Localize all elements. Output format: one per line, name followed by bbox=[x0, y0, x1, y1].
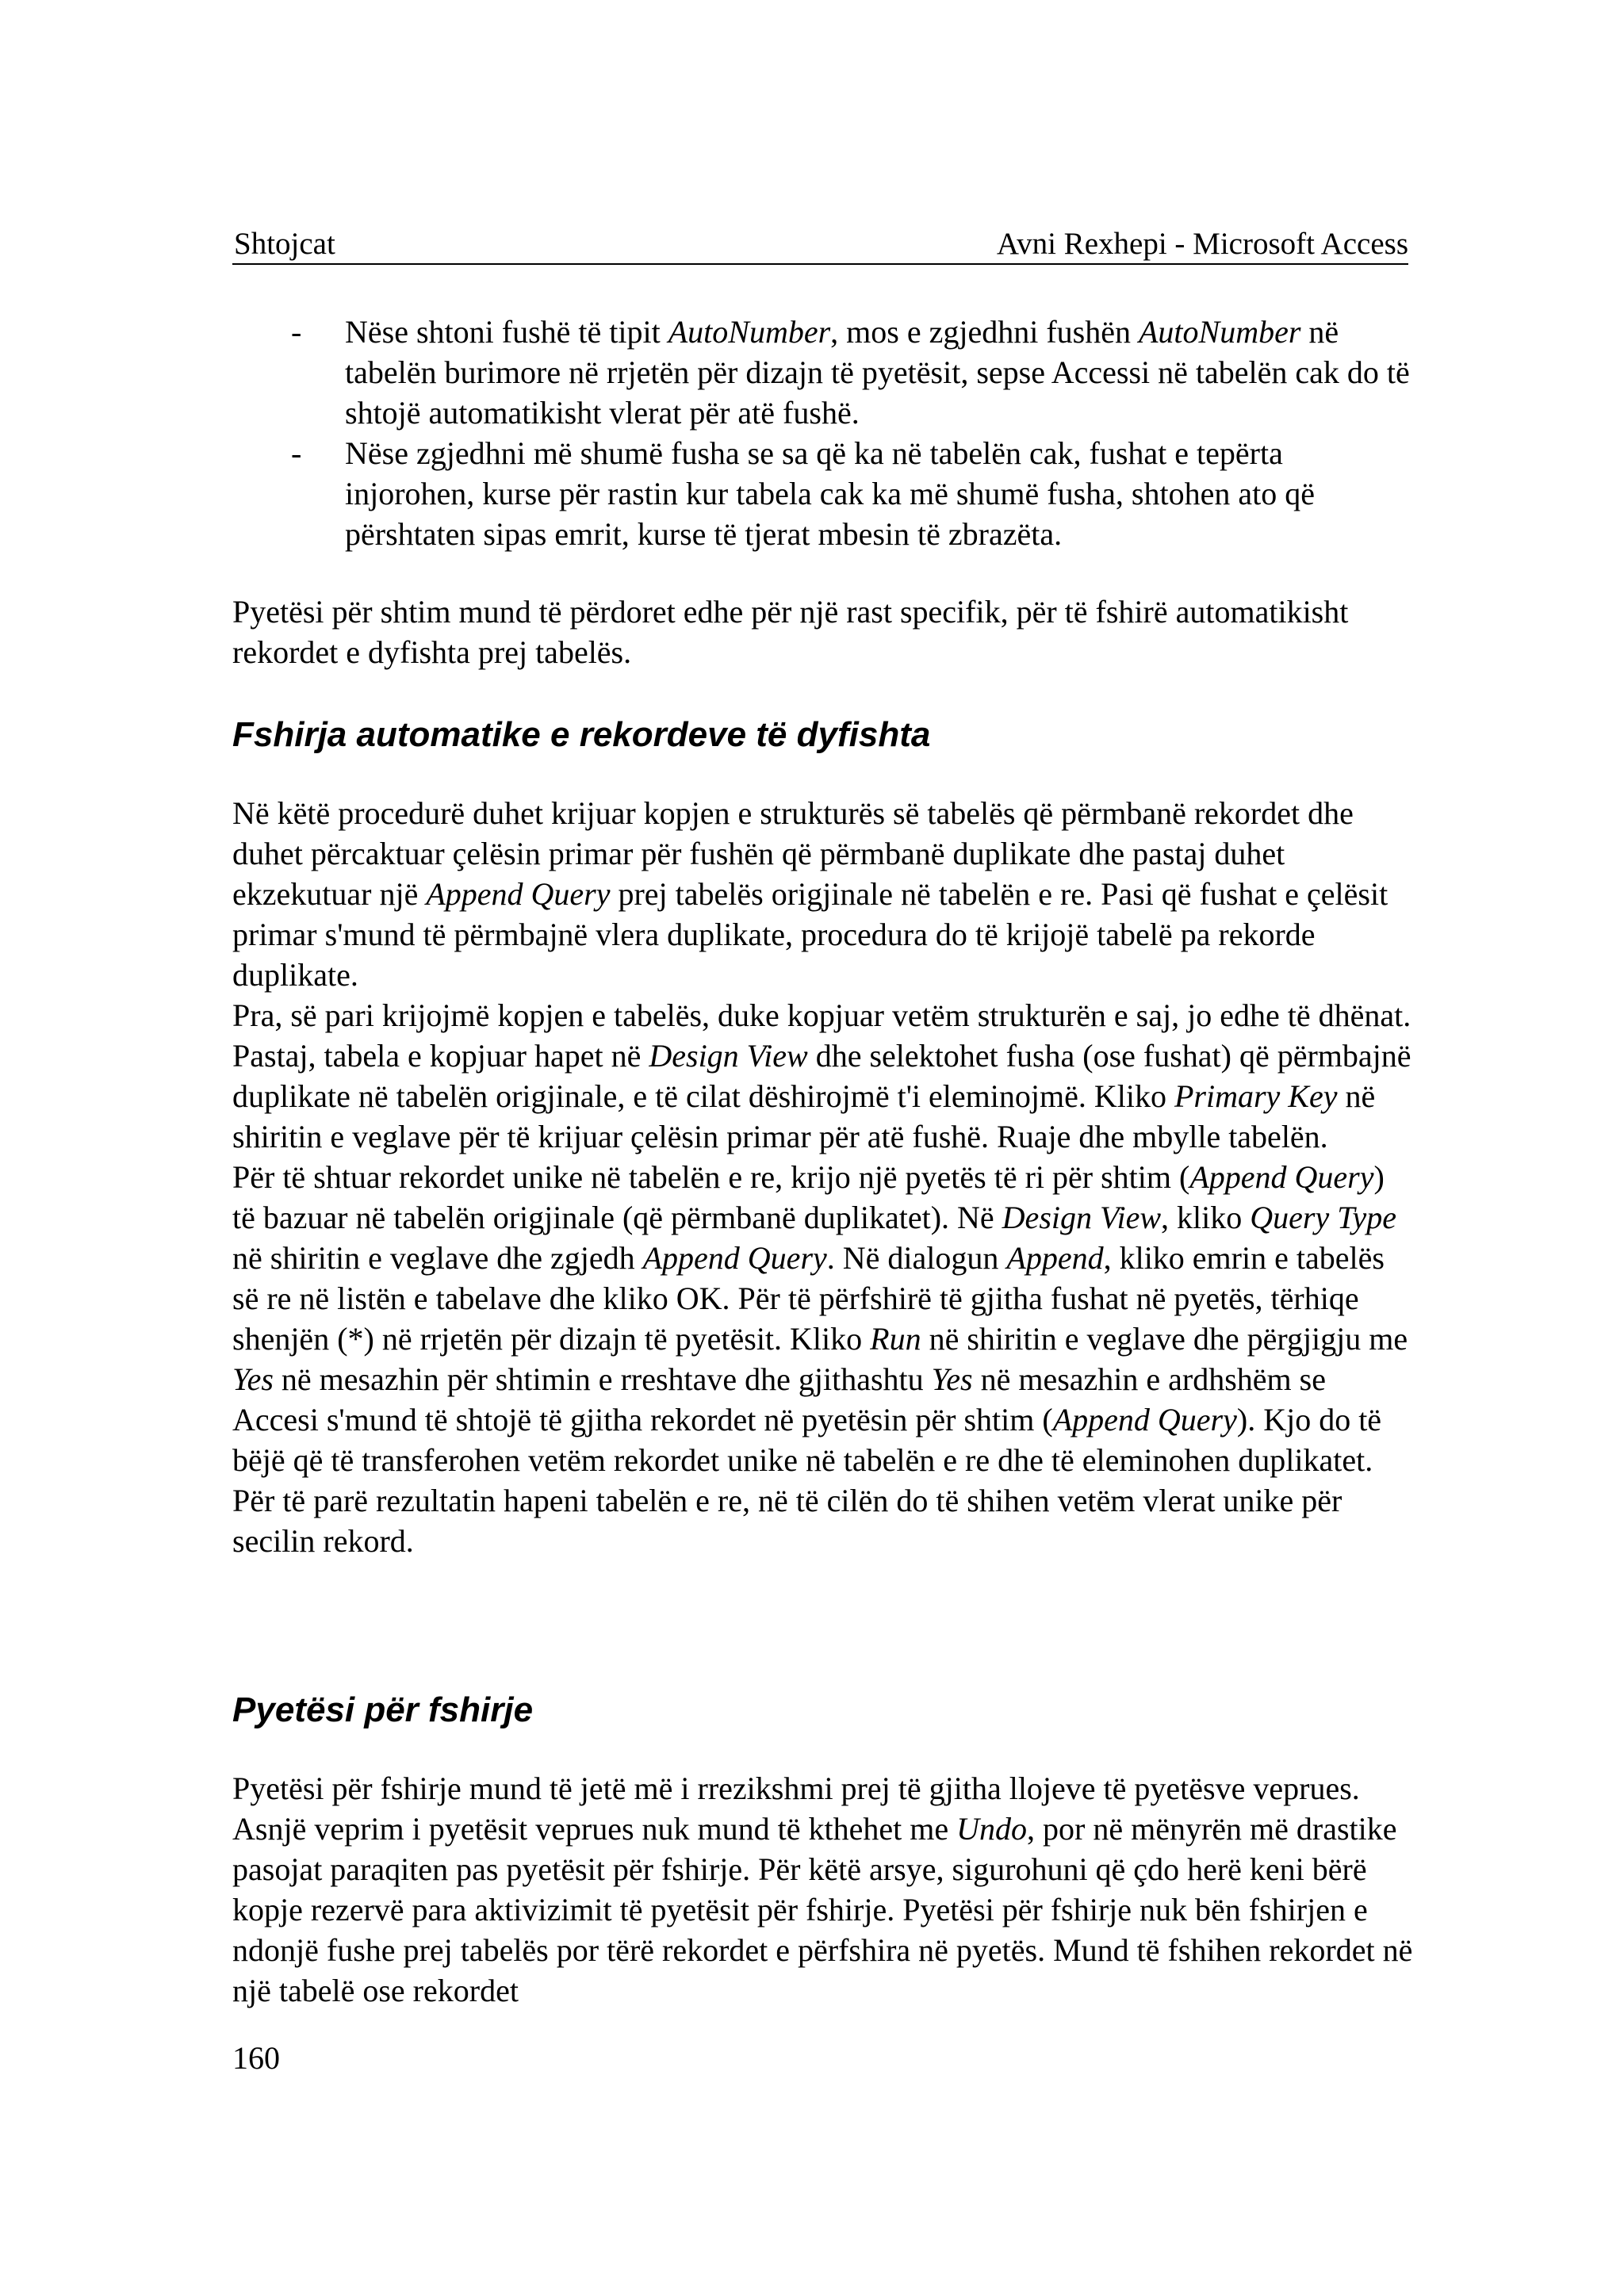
bullet-text: Nëse shtoni fushë të tipit AutoNumber, mos e zgjedhni fushën AutoNumber në tabelën burimore në rrjetën për dizajn të pyetësit, sepse Accessi në tabelën cak do të shtojë automatikisht vlerat për atë fushë. bbox=[345, 314, 1410, 431]
italic-term: Yes bbox=[232, 1361, 274, 1397]
italic-term: Primary Key bbox=[1174, 1078, 1338, 1114]
intro-paragraph bbox=[232, 591, 1414, 672]
section1-body bbox=[232, 793, 1414, 1561]
section-heading-delete-query: Pyetësi për fshirje bbox=[232, 1690, 534, 1729]
section2-body bbox=[232, 1768, 1414, 2011]
bullet-dash: - bbox=[291, 435, 302, 471]
italic-term: Yes bbox=[931, 1361, 973, 1397]
bullet-item bbox=[232, 312, 1414, 433]
paragraph-text: Pra, së pari krijojmë kopjen e tabelës, duke kopjuar vetëm strukturën e saj, jo edhe të dhënat. Pastaj, tabela e kopjuar hapet në Design View dhe selektohet fusha (ose fushat) që përmbajnë duplikate në tabelën origjinale, e të cilat dëshirojmë t'i eleminojmë. Kliko Primary Key në shiritin e veglave për të krijuar çelësin primar për atë fushë. Ruaje dhe mbylle tabelën. bbox=[232, 997, 1411, 1154]
bullet-item bbox=[232, 433, 1414, 554]
bullet-dash: - bbox=[291, 314, 302, 350]
italic-term: Undo bbox=[956, 1811, 1028, 1847]
header-chapter: Shtojcat bbox=[234, 227, 335, 261]
italic-term: AutoNumber bbox=[1138, 314, 1301, 350]
italic-term: Append Query bbox=[426, 876, 611, 912]
header-book-title: Avni Rexhepi - Microsoft Access bbox=[996, 227, 1408, 261]
paragraph-text: Pyetësi për shtim mund të përdoret edhe për një rast specifik, për të fshirë automatikisht rekordet e dyfishta prej tabelës. bbox=[232, 594, 1349, 670]
italic-term: Append Query bbox=[1052, 1402, 1237, 1437]
bullet-list bbox=[232, 312, 1414, 554]
bullet-text: Nëse zgjedhni më shumë fusha se sa që ka në tabelën cak, fushat e tepërta injorohen, kurse për rastin kur tabela cak ka më shumë fusha, shtohen ato që përshtaten sipas emrit, kurse të tjerat mbesin të zbrazëta. bbox=[345, 435, 1315, 552]
italic-term: Append Query bbox=[642, 1240, 827, 1276]
italic-term: Run bbox=[870, 1321, 921, 1357]
italic-term: Append bbox=[1006, 1240, 1104, 1276]
italic-term: Design View bbox=[649, 1038, 808, 1074]
italic-term: Design View bbox=[1002, 1200, 1162, 1235]
paragraph-text: Pyetësi për fshirje mund të jetë më i rrezikshmi prej të gjitha llojeve të pyetësve veprues. Asnjë veprim i pyetësit veprues nuk mund të kthehet me Undo, por në mënyrën më drastike pasojat paraqiten pas pyetësit për fshirje. Për këtë arsye, sigurohuni që çdo herë keni bërë kopje rezervë para aktivizimit të pyetësit për fshirje. Pyetësi për fshirje nuk bën fshirjen e ndonjë fushe prej tabelës por tërë rekordet e përfshira në pyetës. Mund të fshihen rekordet në një tabelë ose rekordet bbox=[232, 1770, 1413, 2008]
italic-term: Query Type bbox=[1250, 1200, 1396, 1235]
section-heading-duplicates: Fshirja automatike e rekordeve të dyfishta bbox=[232, 715, 931, 754]
running-header bbox=[232, 225, 1408, 265]
paragraph-text: Në këtë procedurë duhet krijuar kopjen e strukturës së tabelës që përmbanë rekordet dhe duhet përcaktuar çelësin primar për fushën që përmbanë duplikate dhe pastaj duhet ekzekutuar një Append Query prej tabelës origjinale në tabelën e re. Pasi që fushat e çelësit primar s'mund të përmbajnë vlera duplikate, procedura do të krijojë tabelë pa rekorde duplikate. bbox=[232, 795, 1388, 993]
paragraph-text: Për të shtuar rekordet unike në tabelën e re, krijo një pyetës të ri për shtim (Append Query) të bazuar në tabelën origjinale (që përmbanë duplikatet). Në Design View, kliko Query Type në shiritin e veglave dhe zgjedh Append Query. Në dialogun Append, kliko emrin e tabelës së re në listën e tabelave dhe kliko OK. Për të përfshirë të gjitha fushat në pyetës, tërhiqe shenjën (*) në rrjetën për dizajn të pyetësit. Kliko Run në shiritin e veglave dhe përgjigju me Yes në mesazhin për shtimin e rreshtave dhe gjithashtu Yes në mesazhin e ardhshëm se Accesi s'mund të shtojë të gjitha rekordet në pyetësin për shtim (Append Query). Kjo do të bëjë që të transferohen vetëm rekordet unike në tabelën e re dhe të eleminohen duplikatet. Për të parë rezultatin hapeni tabelën e re, në të cilën do të shihen vetëm vlerat unike për secilin rekord. bbox=[232, 1159, 1408, 1559]
italic-term: Append Query bbox=[1189, 1159, 1374, 1195]
italic-term: AutoNumber bbox=[668, 314, 831, 350]
page-number: 160 bbox=[232, 2040, 280, 2076]
